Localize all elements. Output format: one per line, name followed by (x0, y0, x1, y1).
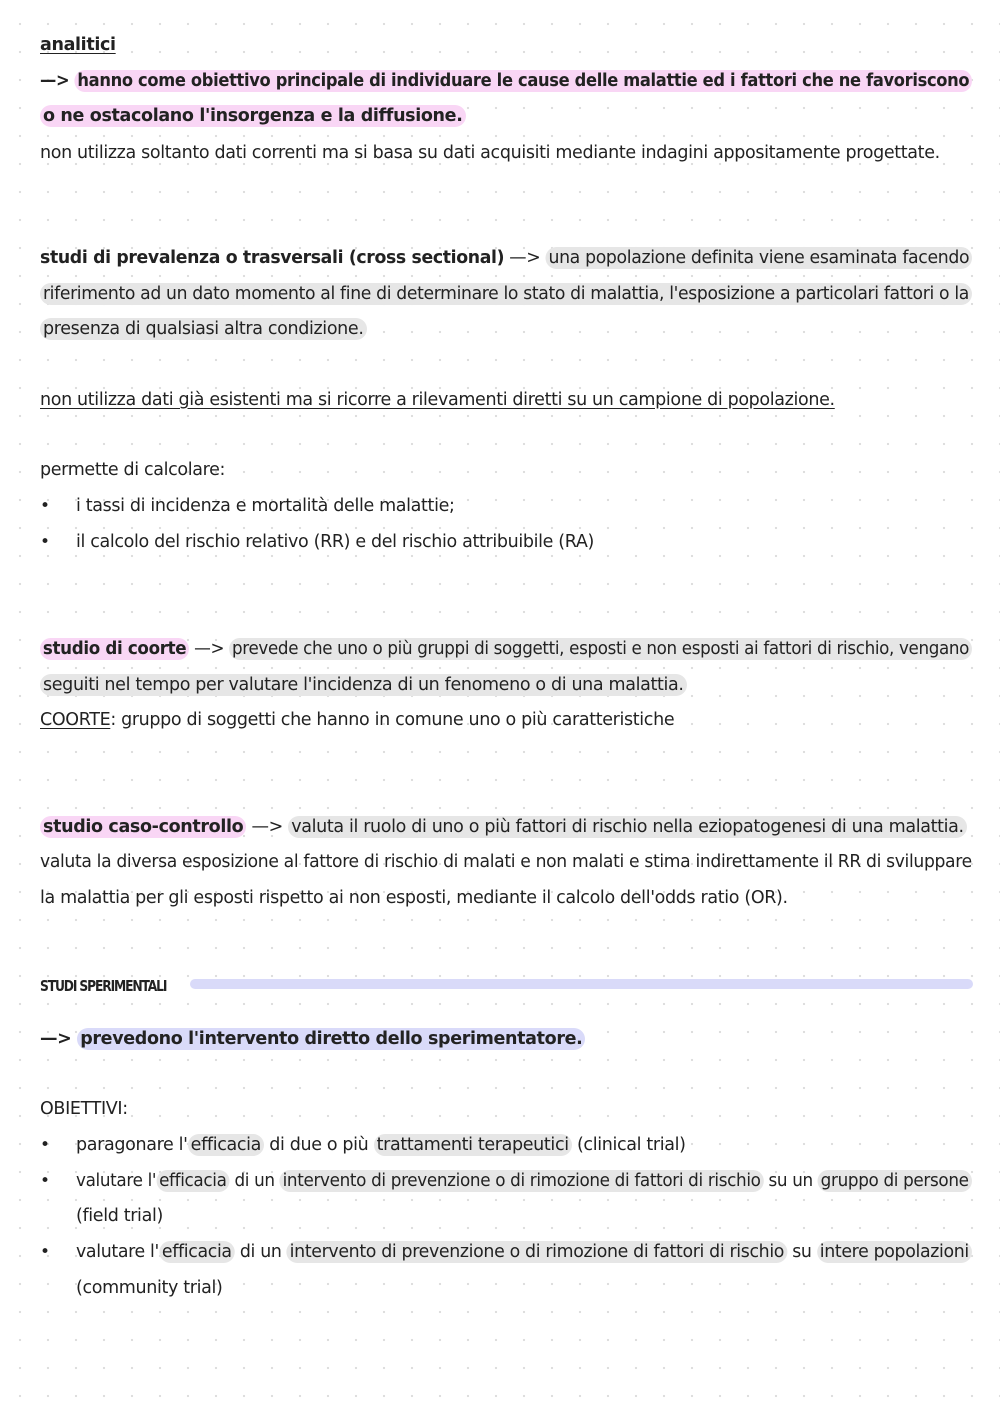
bullet-dot: • (40, 532, 51, 552)
highlight: una popolazione definita viene esaminata facendo (546, 247, 973, 269)
arrow: —> (509, 248, 541, 268)
arrow: —> (40, 1029, 72, 1049)
list-item-continuation: (field trial) (76, 1206, 163, 1226)
prevalenza-line-3 (40, 311, 972, 347)
coorte-def: : gruppo di soggetti che hanno in comune uno o più caratteristiche (110, 710, 675, 730)
prevalenza-line-1 (40, 240, 970, 276)
highlight: intere popolazioni (817, 1241, 972, 1263)
heading-underline-bar (190, 979, 973, 989)
sperimentali-definition (40, 1021, 972, 1057)
term-prevalenza: studi di prevalenza o trasversali (cross sectional) (40, 248, 505, 268)
caso-controllo-line-2: valuta la diversa esposizione al fattore di rischio di malati e non malati e stima indirettamente il RR di sviluppare (40, 852, 972, 872)
arrow: —> (194, 639, 225, 659)
arrow: —> (40, 71, 70, 91)
highlight: prevede che uno o più gruppi di soggetti, esposti e non esposti ai fattori di rischio, vengano (229, 638, 972, 660)
highlight: riferimento ad un dato momento al fine di determinare lo stato di malattia, l'esposizione a particolari fattori o la (40, 283, 972, 305)
section-heading-sperimentali: STUDI SPERIMENTALI (40, 977, 167, 995)
highlight: efficacia (188, 1134, 264, 1156)
highlight: trattamenti terapeutici (374, 1134, 572, 1156)
section-title-analitici: analitici (40, 35, 116, 55)
caso-controllo-line-1 (40, 809, 972, 845)
highlight: seguiti nel tempo per valutare l'incidenza di un fenomeno o di una malattia. (40, 674, 687, 696)
list-item: paragonare l' efficacia di due o più trattamenti terapeutici (clinical trial) (76, 1135, 686, 1155)
highlight: hanno come obiettivo principale di individuare le cause delle malattie ed i fattori che ne favoriscono (75, 70, 972, 92)
list-item: valutare l' efficacia di un intervento di prevenzione o di rimozione di fattori di rischio su intere popolazioni (76, 1234, 965, 1270)
term-coorte: studio di coorte (40, 638, 189, 660)
list-item: i tassi di incidenza e mortalità delle malattie; (76, 496, 455, 516)
coorte-line-1 (40, 631, 970, 667)
highlight: efficacia (159, 1241, 235, 1263)
list-item-continuation: (community trial) (76, 1278, 223, 1298)
highlight: intervento di prevenzione o di rimozione di fattori di rischio (287, 1241, 787, 1263)
highlight: intervento di prevenzione o di rimozione di fattori di rischio (280, 1170, 764, 1192)
coorte-label: COORTE (40, 710, 111, 730)
coorte-line-2 (40, 667, 972, 703)
term-caso-controllo: studio caso-controllo (40, 816, 246, 838)
highlight: o ne ostacolano l'insorgenza e la diffusione. (40, 105, 466, 127)
prevalenza-line-2 (40, 276, 969, 312)
list-item: il calcolo del rischio relativo (RR) e del rischio attribuibile (RA) (76, 532, 594, 552)
highlight: presenza di qualsiasi altra condizione. (40, 318, 367, 340)
permette-label: permette di calcolare: (40, 460, 226, 480)
bullet-dot: • (40, 1171, 51, 1191)
highlight: efficacia (156, 1170, 229, 1192)
highlight: valuta il ruolo di uno o più fattori di rischio nella eziopatogenesi di una malattia. (288, 816, 967, 838)
analitici-definition-line-2 (40, 98, 972, 134)
bullet-dot: • (40, 1135, 51, 1155)
bullet-dot: • (40, 496, 51, 516)
caso-controllo-line-3: la malattia per gli esposti rispetto ai non esposti, mediante il calcolo dell'odds ratio (OR). (40, 888, 788, 908)
bullet-dot: • (40, 1242, 51, 1262)
analitici-definition-line-1 (40, 63, 970, 99)
analitici-note: non utilizza soltanto dati correnti ma si basa su dati acquisiti mediante indagini appositamente progettate. (40, 143, 940, 163)
prevalenza-note: non utilizza dati già esistenti ma si ricorre a rilevamenti diretti su un campione di popolazione. (40, 390, 835, 410)
coorte-definition (40, 702, 972, 738)
highlight: prevedono l'intervento diretto dello sperimentatore. (77, 1028, 585, 1050)
list-item: valutare l' efficacia di un intervento di prevenzione o di rimozione di fattori di rischio su un gruppo di persone (76, 1163, 936, 1199)
arrow: —> (251, 817, 283, 837)
highlight: gruppo di persone (818, 1170, 972, 1192)
obiettivi-label: OBIETTIVI: (40, 1099, 128, 1119)
